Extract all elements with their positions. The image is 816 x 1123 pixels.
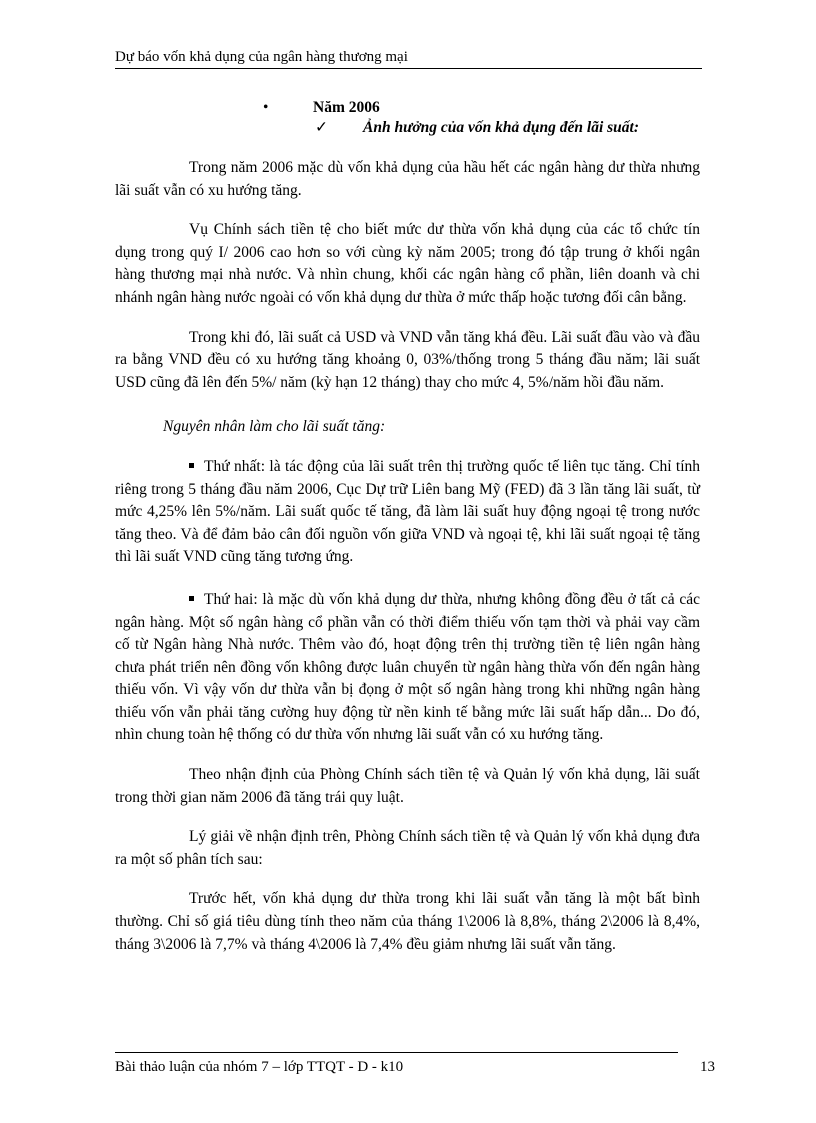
- sub-heading-text: Ảnh hưởng của vốn khả dụng đến lãi suất:: [363, 119, 640, 136]
- footer-divider: [115, 1052, 678, 1053]
- section-heading-text: Năm 2006: [313, 99, 380, 116]
- page-footer: [115, 1058, 715, 1076]
- footer-text: Bài thảo luận của nhóm 7 – lớp TTQT - D - k10: [115, 1059, 404, 1075]
- square-bullet-icon: [189, 596, 194, 601]
- bullet-icon: •: [263, 99, 269, 116]
- cause-item-2-text: Thứ hai: là mặc dù vốn khả dụng dư thừa, nhưng không đồng đều ở tất cả các ngân hàng. Một số ngân hàng cổ phần vẫn có thời điểm thiếu vốn tạm thời và phải vay cầm cố từ Ngân hàng Nhà nước. Thêm vào đó, hoạt động trên thị trường tiền tệ liên ngân hàng chưa phát triển nên đồng vốn không được luân chuyển từ ngân hàng thừa vốn đến ngân hàng thiếu vốn. Vì vậy vốn dư thừa vẫn bị đọng ở một số ngân hàng trong khi những ngân hàng thiếu vốn vẫn phải tăng cường huy động từ nền kinh tế bằng mức lãi suất hấp dẫn... Do đó, nhìn chung toàn hệ thống có dư thừa vốn nhưng lãi suất vẫn có xu hướng tăng.: [115, 590, 700, 744]
- paragraph-6: Trước hết, vốn khả dụng dư thừa trong khi lãi suất vẫn tăng là một bất bình thường. Chỉ số giá tiêu dùng tính theo năm của tháng 1\2006 là 8,8%, tháng 2\2006 là 8,4%, tháng 3\2006 là 7,7% và tháng 4\2006 là 7,4% đều giảm nhưng lãi suất vẫn tăng.: [115, 890, 700, 953]
- header-title: Dự báo vốn khả dụng của ngân hàng thương mại: [115, 49, 408, 65]
- paragraph-2: Vụ Chính sách tiền tệ cho biết mức dư thừa vốn khả dụng của các tổ chức tín dụng trong quý I/ 2006 cao hơn so với cùng kỳ năm 2005; trong đó tập trung ở khối ngân hàng thương mại nhà nước. Và nhìn chung, khối các ngân hàng cổ phần, liên doanh và chi nhánh ngân hàng nước ngoài có vốn khả dụng dư thừa ở mức thấp hoặc tương đối cân bằng.: [115, 221, 700, 306]
- paragraph-4: Theo nhận định của Phòng Chính sách tiền tệ và Quản lý vốn khả dụng, lãi suất trong thời gian năm 2006 đã tăng trái quy luật.: [115, 766, 700, 806]
- checkmark-icon: ✓: [315, 119, 328, 136]
- cause-item-2: [115, 589, 700, 747]
- paragraph-5: Lý giải về nhận định trên, Phòng Chính sách tiền tệ và Quản lý vốn khả dụng đưa ra một số phân tích sau:: [115, 828, 700, 868]
- cause-heading: Nguyên nhân làm cho lãi suất tăng:: [163, 418, 386, 436]
- cause-item-1: [115, 456, 700, 569]
- cause-item-1-text: Thứ nhất: là tác động của lãi suất trên thị trường quốc tế liên tục tăng. Chỉ tính riêng trong 5 tháng đầu năm 2006, Cục Dự trữ Liên bang Mỹ (FED) đã 3 lần tăng lãi suất, từ mức 4,25% lên 5%/năm. Lãi suất quốc tế tăng, đã làm lãi suất huy động ngoại tệ trong nước tăng theo. Và để đảm bảo cân đối nguồn vốn giữa VND và ngoại tệ, khi lãi suất ngoại tệ tăng thì lãi suất VND cũng tăng tương ứng.: [115, 457, 700, 566]
- square-bullet-icon: [189, 463, 194, 468]
- paragraph-1: Trong năm 2006 mặc dù vốn khả dụng của hầu hết các ngân hàng dư thừa nhưng lãi suất vẫn có xu hướng tăng.: [115, 159, 700, 199]
- page-content: [115, 97, 700, 956]
- page-header: [115, 48, 702, 69]
- paragraph-3: Trong khi đó, lãi suất cả USD và VND vẫn tăng khá đều. Lãi suất đầu vào và đầu ra bằng VND đều có xu hướng tăng khoảng 0, 03%/thống trong 5 tháng đầu năm; lãi suất USD cũng đã lên đến 5%/ năm (kỳ hạn 12 tháng) thay cho mức 4, 5%/năm hồi đầu năm.: [115, 328, 700, 391]
- page-number: 13: [700, 1059, 715, 1075]
- section-heading: [115, 97, 700, 117]
- sub-heading: [115, 117, 700, 140]
